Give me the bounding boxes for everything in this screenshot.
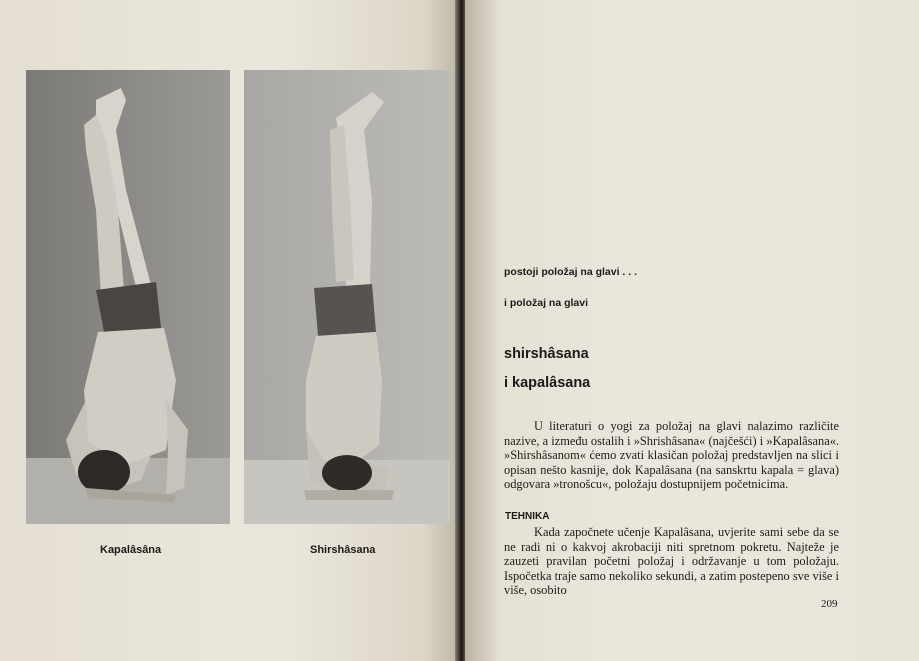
heading-line-1: shirshâsana xyxy=(504,346,589,362)
intro-paragraph: U literaturi o yogi za položaj na glavi nalazimo različite nazive, a između ostalih i »Shrishâsana« (najčešći) i »Kapalâsana«. »Shirshâsanom« ćemo zvati klasičan položaj predstavljen na slici i opisan nešto kasnije, dok Kapalâsana (na sanskrtu kapala = glava) odgovara »tronošcu«, položaju dostupnijem početnicima. xyxy=(504,419,839,492)
left-page xyxy=(0,0,459,661)
technique-paragraph: Kada započnete učenje Kapalâsana, uvjerite sami sebe da se ne radi ni o kakvoj akrobaciji niti spretnom pokretu. Najteže je zauzeti pravilan početni položaj i održavanje u tom položaju. Ispočetka traje samo nekoliko sekundi, a zatim postepeno sve više i više, osobito xyxy=(504,525,839,598)
lead-line-1: postoji položaj na glavi . . . xyxy=(504,266,638,278)
photo-kapalasana xyxy=(26,70,230,524)
section-title: TEHNIKA xyxy=(505,511,550,522)
page-number: 209 xyxy=(821,598,838,610)
lead-line-2: i položaj na glavi xyxy=(504,297,589,309)
caption-kapalasana: Kapalâsâna xyxy=(100,544,162,556)
heading-line-2: i kapalâsana xyxy=(504,375,591,391)
photo-shirshasana xyxy=(244,70,450,524)
caption-shirshasana: Shirshâsana xyxy=(310,544,376,556)
